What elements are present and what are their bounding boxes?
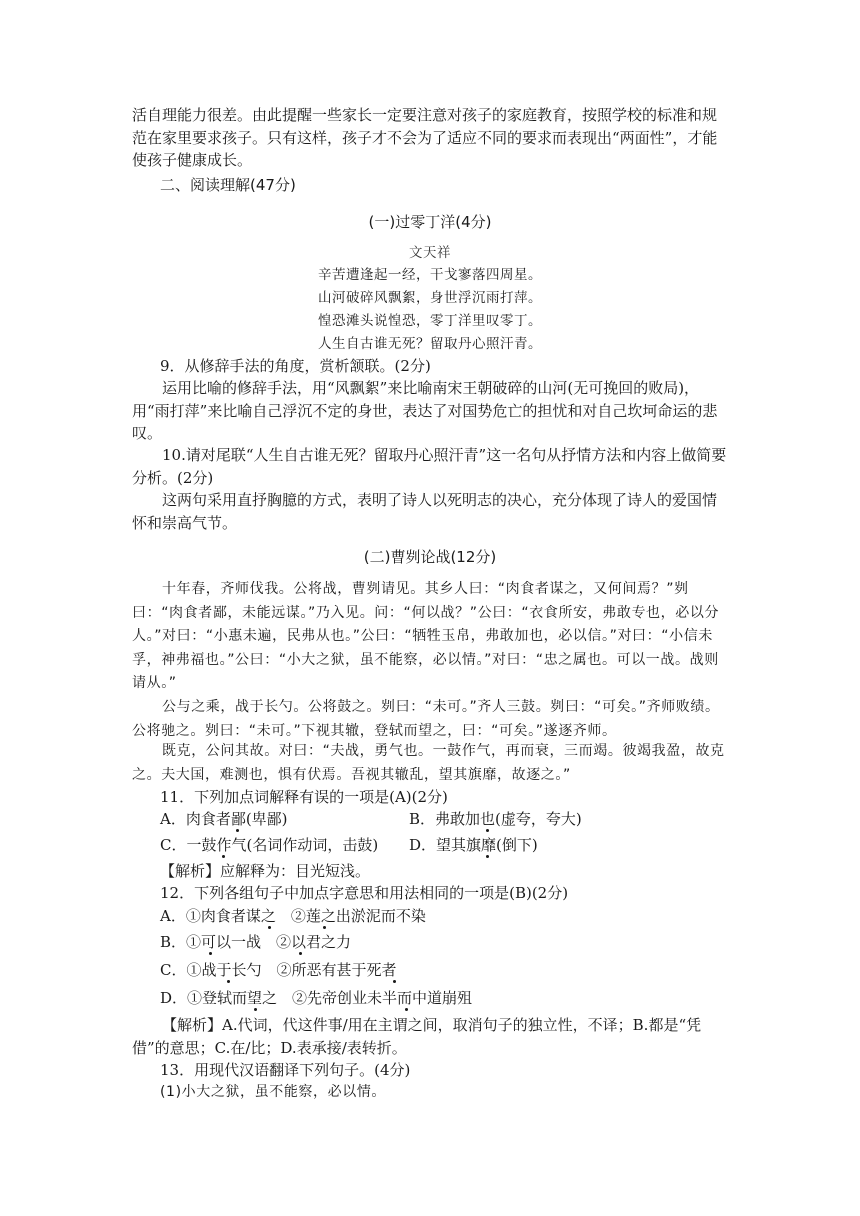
q11-option-c: C．一鼓作气(名词作动词，击鼓) [160,836,379,854]
section-heading: 二、阅读理解(47分) [160,176,296,194]
passage-paragraph: 既克，公问其故。对曰：“夫战，勇气也。一鼓作气，再而衰，三而竭。彼竭我盈，故克之。夫大国，难测也，惧有伏焉。吾视其辙乱，望其旗靡，故逐之。” [132,743,725,783]
q12-analysis: 【解析】A.代词，代这件事/用在主谓之间，取消句子的独立性，不译；B.都是“凭借”的意思；C.在/比；D.表承接/表转折。 [132,1016,702,1057]
passage-paragraph: 十年春，齐师伐我。公将战，曹刿请见。其乡人曰：“肉食者谋之，又何间焉？”刿曰：“肉食者鄙，未能远谋。”乃入见。问：“何以战？”公曰：“衣食所安，弗敢专也，必以分人。”对曰：“小惠未遍，民弗从也。”公曰：“牺牲玉帛，弗敢加也，必以信。”对曰：“小信未孚，神弗福也。”公曰：“小大之狱，虽不能察，必以情。”对曰：“忠之属也。可以一战。战则请从。” [132,581,720,691]
question-12: 12．下列各组句子中加点字意思和用法相同的一项是(B)(2分) [160,884,569,902]
q12-option-b: B．①可以一战 ②以君之力 [160,933,352,951]
q11-option-d: D．望其旗靡(倒下) [409,836,538,854]
emphasis-dot [299,952,302,955]
answer-9: 运用比喻的修辞手法，用“风飘絮”来比喻南宋王朝破碎的山河(无可挽回的败局)，用“雨打萍”来比喻自己浮沉不定的身世，表达了对国势危亡的担忧和对自己坎坷命运的悲叹。 [132,379,718,442]
passage-paragraph: 公与之乘，战于长勺。公将鼓之。刿曰：“未可。”齐人三鼓。刿曰：“可矣。”齐师败绩。公将驰之。刿曰：“未可。”下视其辙，登轼而望之，曰：“可矣。”遂逐齐师。 [132,699,720,739]
poem-line: 山河破碎风飘絮，身世浮沉雨打萍。 [318,290,542,306]
question-10: 10.请对尾联“人生自古谁无死？留取丹心照汗青”这一名句从抒情方法和内容上做简要分析。(2分) [132,446,727,487]
intro-paragraph: 活自理能力很差。由此提醒一些家长一定要注意对孩子的家庭教育，按照学校的标准和规范在家里要求孩子。只有这样，孩子才不会为了适应不同的要求而表现出“两面性”，才能使孩子健康成长。 [132,106,718,169]
q11-option-a: A．肉食者鄙(卑鄙) [160,810,288,828]
question-11: 11．下列加点词解释有误的一项是(A)(2分) [160,788,448,806]
q12-option-d: D．①登轼而望之 ②先帝创业未半而中道崩殂 [160,989,473,1007]
question-13: 13．用现代汉语翻译下列句子。(4分) [160,1061,411,1079]
emphasis-dot [486,829,489,832]
emphasis-dot [393,980,396,983]
emphasis-dot [222,855,225,858]
q11-analysis: 【解析】应解释为：目光短浅。 [160,862,371,880]
q12-option-c: C．①战于长勺 ②所恶有甚于死者 [160,961,397,979]
poem-line: 惶恐滩头说惶恐，零丁洋里叹零丁。 [318,313,542,329]
part2-title: (二)曹刿论战(12分) [363,548,497,566]
emphasis-dot [254,1008,257,1011]
question-9: 9．从修辞手法的角度，赏析颔联。(2分) [160,357,431,375]
poem-author: 文天祥 [409,245,451,261]
emphasis-dot [323,926,326,929]
poem-line: 人生自古谁无死？留取丹心照汗青。 [318,336,542,352]
q13-item-1: (1)小大之狱，虽不能察，必以情。 [160,1084,387,1100]
q12-option-a: A．①肉食者谋之 ②莲之出淤泥而不染 [160,907,426,925]
emphasis-dot [486,855,489,858]
poem-line: 辛苦遭逢起一经，干戈寥落四周星。 [318,267,542,283]
part1-title: (一)过零丁洋(4分) [368,213,492,231]
emphasis-dot [236,829,239,832]
emphasis-dot [209,952,212,955]
emphasis-dot [405,1008,408,1011]
q11-option-b: B．弗敢加也(虚夸，夸大) [409,810,582,828]
emphasis-dot [268,926,271,929]
emphasis-dot [227,980,230,983]
answer-10: 这两句采用直抒胸臆的方式，表明了诗人以死明志的决心，充分体现了诗人的爱国情怀和崇高气节。 [132,491,718,532]
